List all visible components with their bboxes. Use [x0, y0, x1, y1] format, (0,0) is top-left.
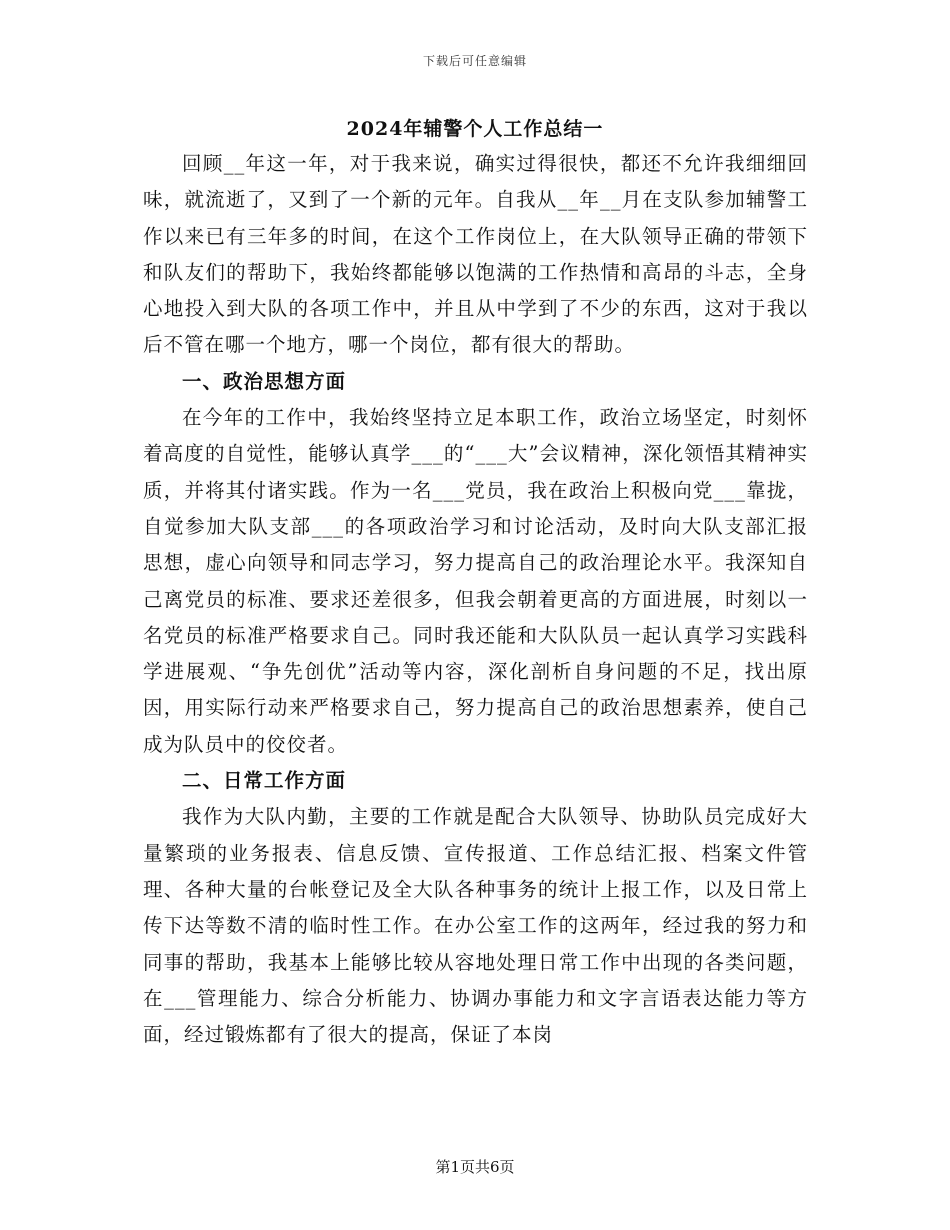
paragraph-daily-work: 我作为大队内勤，主要的工作就是配合大队领导、协助队员完成好大量繁琐的业务报表、信息反馈、宣传报道、工作总结汇报、档案文件管理、各种大量的台帐登记及全大队各种事务的统计上报工作，以及日常上传下达等数不清的临时性工作。在办公室工作的这两年，经过我的努力和同事的帮助，我基本上能够比较从容地处理日常工作中出现的各类问题，在___管理能力、综合分析能力、协调办事能力和文字言语表达能力等方面，经过锻炼都有了很大的提高，保证了本岗	[143, 805, 808, 1047]
section-heading-political: 一、政治思想方面	[182, 369, 347, 393]
document-title: 2024年辅警个人工作总结一	[346, 118, 604, 140]
section-heading-daily-work: 二、日常工作方面	[182, 769, 347, 793]
page-number-footer: 第1页共6页	[435, 1158, 515, 1176]
paragraph-political: 在今年的工作中，我始终坚持立足本职工作，政治立场坚定，时刻怀着高度的自觉性，能够认真学___的“___大”会议精神，深化领悟其精神实质，并将其付诸实践。作为一名___党员，我在政治上积极向党___靠拢，自觉参加大队支部___的各项政治学习和讨论活动，及时向大队支部汇报思想，虚心向领导和同志学习，努力提高自己的政治理论水平。我深知自己离党员的标准、要求还差很多，但我会朝着更高的方面进展，时刻以一名党员的标准严格要求自己。同时我还能和大队队员一起认真学习实践科学进展观、“争先创优”活动等内容，深化剖析自身问题的不足，找出原因，用实际行动来严格要求自己，努力提高自己的政治思想素养，使自己成为队员中的佼佼者。	[143, 406, 808, 756]
header-note: 下载后可任意编辑	[422, 54, 527, 68]
paragraph-intro: 回顾__年这一年，对于我来说，确实过得很快，都还不允许我细细回味，就流逝了，又到了一个新的元年。自我从__年__月在支队参加辅警工作以来已有三年多的时间，在这个工作岗位上，在大队领导正确的带领下和队友们的帮助下，我始终都能够以饱满的工作热情和高昂的斗志，全身心地投入到大队的各项工作中，并且从中学到了不少的东西，这对于我以后不管在哪一个地方，哪一个岗位，都有很大的帮助。	[143, 152, 808, 357]
document-body	[143, 146, 808, 1053]
